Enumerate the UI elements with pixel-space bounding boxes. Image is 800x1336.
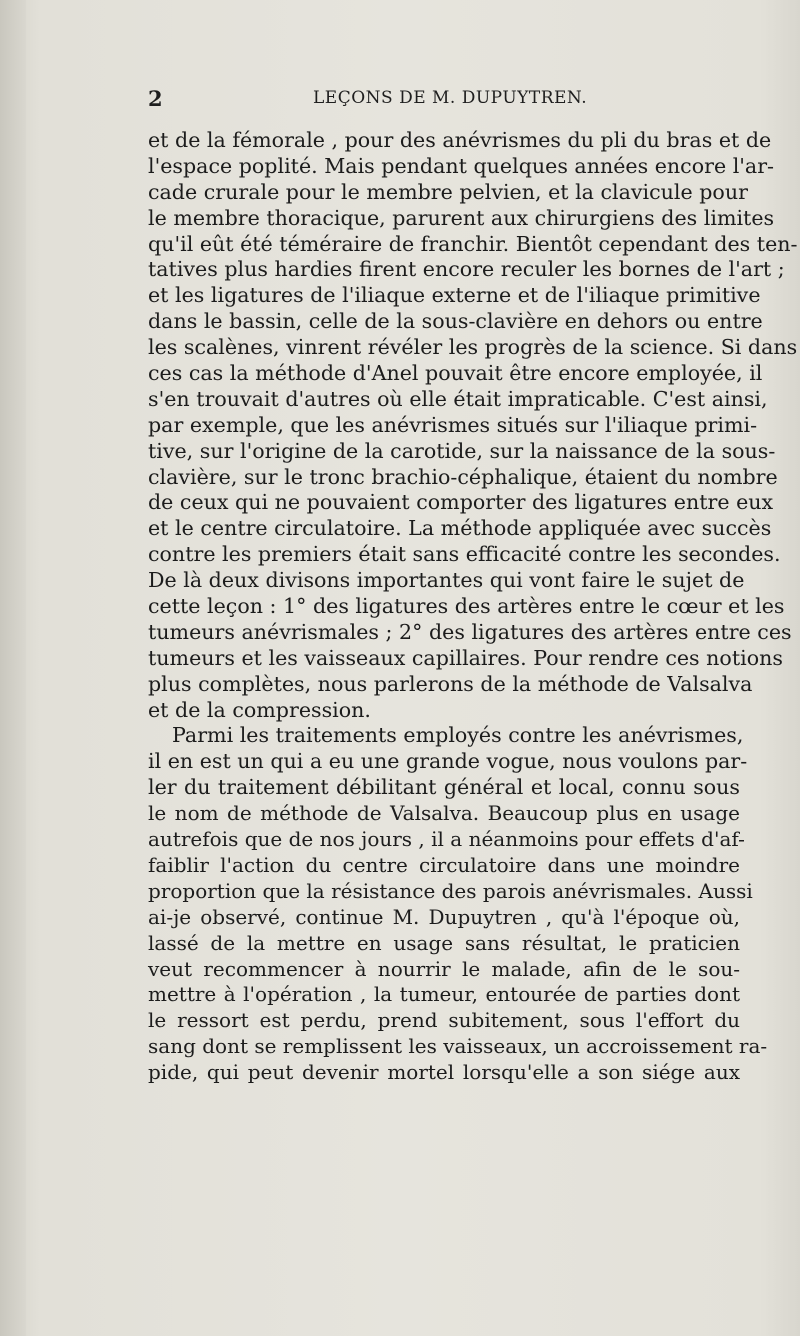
- text-line: cade crurale pour le membre pelvien, et la clavicule pour: [148, 179, 748, 204]
- page-gutter-shadow: [0, 0, 26, 1336]
- text-line: contre les premiers était sans efficacité contre les secondes.: [148, 542, 781, 567]
- text-line: tumeurs et les vaisseaux capillaires. Pour rendre ces notions: [148, 645, 783, 670]
- text-line: faiblir l'action du centre circulatoire dans une moindre: [148, 852, 740, 877]
- text-line: le nom de méthode de Valsalva. Beaucoup plus en usage: [148, 801, 740, 826]
- text-line: mettre à l'opération , la tumeur, entourée de parties dont: [148, 982, 740, 1007]
- text-line: tumeurs anévrismales ; 2° des ligatures des artères entre ces: [148, 619, 792, 644]
- text-line: et les ligatures de l'iliaque externe et de l'iliaque primitive: [148, 283, 761, 308]
- text-line: tatives plus hardies firent encore reculer les bornes de l'art ;: [148, 257, 785, 282]
- text-line: et le centre circulatoire. La méthode appliquée avec succès: [148, 516, 772, 541]
- text-line: dans le bassin, celle de la sous-clavière en dehors ou entre: [148, 309, 763, 334]
- text-line: par exemple, que les anévrismes situés sur l'iliaque primi-: [148, 412, 758, 437]
- page-header: [148, 86, 718, 116]
- text-line: autrefois que de nos jours , il a néanmoins pour effets d'af-: [148, 827, 745, 852]
- running-title: LEÇONS DE M. DUPUYTREN.: [313, 88, 588, 108]
- text-line: le ressort est perdu, prend subitement, sous l'effort du: [148, 1008, 740, 1033]
- text-line: veut recommencer à nourrir le malade, afin de le sou-: [148, 956, 740, 981]
- text-line: plus complètes, nous parlerons de la méthode de Valsalva: [148, 671, 753, 696]
- text-line: les scalènes, vinrent révéler les progrès de la science. Si dans: [148, 335, 798, 360]
- text-line: proportion que la résistance des parois anévrismales. Aussi: [148, 878, 753, 903]
- paragraph-start-line: Parmi les traitements employés contre les anévrismes,: [172, 723, 744, 748]
- text-line: sang dont se remplissent les vaisseaux, un accroissement ra-: [148, 1034, 768, 1059]
- text-line: clavière, sur le tronc brachio-céphalique, étaient du nombre: [148, 464, 778, 489]
- text-line: ler du traitement débilitant général et local, connu sous: [148, 775, 740, 800]
- text-line: tive, sur l'origine de la carotide, sur la naissance de la sous-: [148, 438, 776, 463]
- text-line: s'en trouvait d'autres où elle était impraticable. C'est ainsi,: [148, 386, 768, 411]
- text-line: qu'il eût été téméraire de franchir. Bientôt cependant des ten-: [148, 231, 798, 256]
- text-line: il en est un qui a eu une grande vogue, nous voulons par-: [148, 749, 748, 774]
- text-line: le membre thoracique, parurent aux chirurgiens des limites: [148, 205, 775, 230]
- text-line: lassé de la mettre en usage sans résultat, le praticien: [148, 930, 740, 955]
- body-text: [148, 128, 798, 1086]
- page-number: 2: [148, 86, 163, 111]
- text-line: De là deux divisons importantes qui vont faire le sujet de: [148, 568, 745, 593]
- text-line: pide, qui peut devenir mortel lorsqu'elle a son siége aux: [148, 1060, 740, 1085]
- text-line: et de la fémorale , pour des anévrismes du pli du bras et de: [148, 128, 772, 152]
- text-line: et de la compression.: [148, 697, 371, 722]
- text-line: cette leçon : 1° des ligatures des artères entre le cœur et les: [148, 594, 785, 619]
- text-line: de ceux qui ne pouvaient comporter des ligatures entre eux: [148, 490, 774, 515]
- text-line: l'espace poplité. Mais pendant quelques années encore l'ar-: [148, 153, 775, 178]
- text-line: ai-je observé, continue M. Dupuytren , qu'à l'époque où,: [148, 904, 740, 929]
- text-line: ces cas la méthode d'Anel pouvait être encore employée, il: [148, 361, 763, 386]
